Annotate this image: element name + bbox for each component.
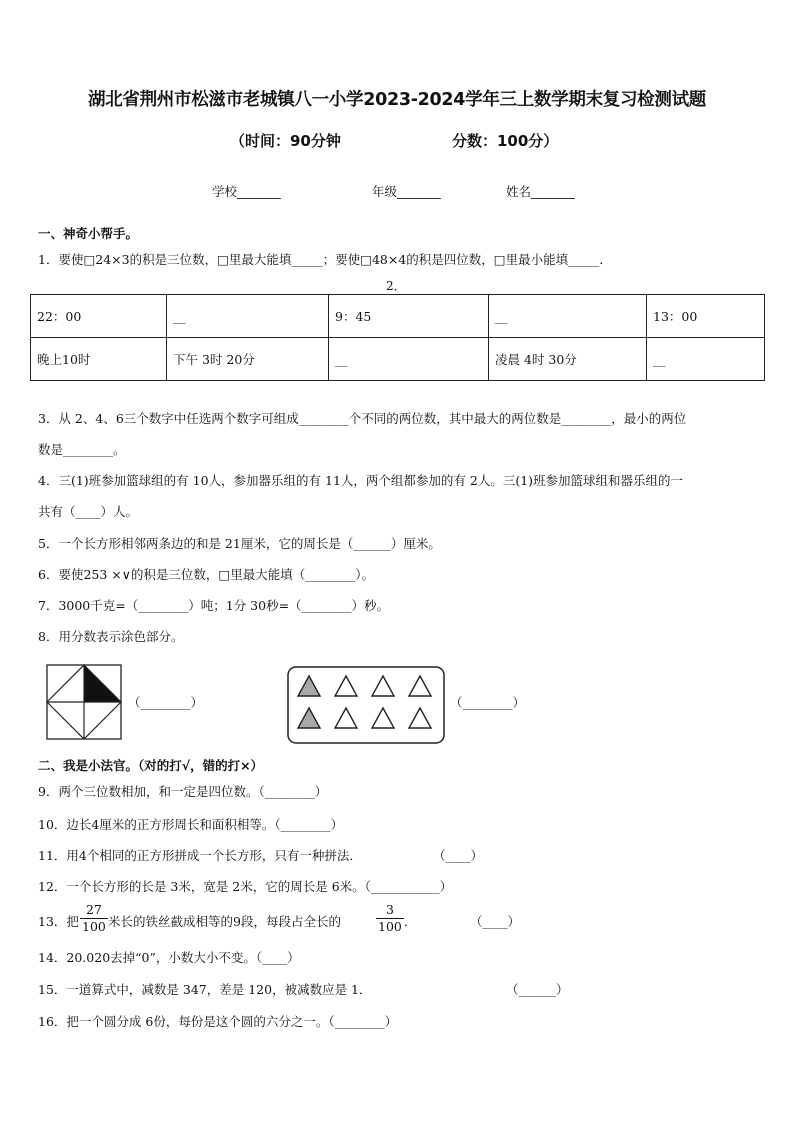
table-cell: 22：00 <box>31 295 167 338</box>
question-13-prefix: 13．把 <box>38 914 79 929</box>
table-cell-blank[interactable]: __ <box>647 338 765 381</box>
grade-field[interactable]: 年级_______ <box>372 184 441 199</box>
question-8-blank-1[interactable]: （________） <box>128 695 204 710</box>
exam-score: 分数：100分） <box>452 132 559 150</box>
question-8: 8．用分数表示涂色部分。 <box>38 629 184 644</box>
name-field[interactable]: 姓名_______ <box>506 184 575 199</box>
fraction-27-100 <box>80 902 108 935</box>
triangle <box>409 676 431 696</box>
question-16: 16．把一个圆分成 6份，每份是这个圆的六分之一。（________） <box>38 1014 398 1029</box>
table-cell: 13：00 <box>647 295 765 338</box>
question-10: 10．边长4厘米的正方形周长和面积相等。（________） <box>38 817 344 832</box>
question-9: 9．两个三位数相加，和一定是四位数。（________） <box>38 784 328 799</box>
shaded-triangle <box>298 676 320 696</box>
question-4-line-1: 4．三(1)班参加篮球组的有 10人，参加器乐组的有 11人，两个组都参加的有 2人。三(1)班参加篮球组和器乐组的一 <box>38 473 684 488</box>
table-cell-blank[interactable]: __ <box>167 295 329 338</box>
question-7: 7．3000千克=（________）吨；1分 30秒=（________）秒。 <box>38 598 390 613</box>
shaded-triangle <box>298 708 320 728</box>
table-row <box>31 338 765 381</box>
question-13-middle: 米长的铁丝截成相等的9段，每段占全长的 <box>108 914 341 929</box>
fraction-denominator: 100 <box>82 919 106 934</box>
table-cell: 凌晨 4时 30分 <box>489 338 647 381</box>
triangle <box>409 708 431 728</box>
triangles-fraction-figure <box>287 666 445 744</box>
question-13-blank[interactable]: （____） <box>470 914 521 929</box>
exam-time: （时间：90分钟 <box>230 132 341 150</box>
time-conversion-table <box>30 294 765 381</box>
table-row <box>31 295 765 338</box>
question-3-line-2: 数是________。 <box>38 442 126 457</box>
table-cell-blank[interactable]: __ <box>489 295 647 338</box>
question-4-line-2: 共有（____）人。 <box>38 504 139 519</box>
question-15-blank[interactable]: （______） <box>506 982 569 997</box>
question-11-blank[interactable]: （____） <box>433 848 484 863</box>
question-6: 6．要使253 ×∨的积是三位数，□里最大能填（________）。 <box>38 567 374 582</box>
question-11: 11．用4个相同的正方形拼成一个长方形，只有一种拼法． <box>38 848 362 863</box>
triangle <box>372 708 394 728</box>
question-8-blank-2[interactable]: （________） <box>450 695 526 710</box>
fraction-denominator: 100 <box>378 919 402 934</box>
fraction-numerator: 27 <box>85 902 102 917</box>
table-cell: 9：45 <box>329 295 489 338</box>
table-cell: 下午 3时 20分 <box>167 338 329 381</box>
section-2-title: 二、我是小法官。（对的打√，错的打×） <box>38 758 264 773</box>
fraction-3-100 <box>376 902 404 935</box>
page-title: 湖北省荆州市松滋市老城镇八一小学2023-2024学年三上数学期末复习检测试题 <box>88 90 706 110</box>
square-fraction-figure <box>46 664 122 740</box>
question-3-line-1: 3．从 2、4、6三个数字中任选两个数字可组成________个不同的两位数，其中最大的两位数是________，最小的两位 <box>38 411 687 426</box>
question-14: 14．20.020去掉“0”，小数大小不变。（____） <box>38 950 300 965</box>
triangle <box>335 708 357 728</box>
table-cell: 晚上10时 <box>31 338 167 381</box>
triangle <box>335 676 357 696</box>
question-2-label: 2． <box>386 279 406 293</box>
section-1-title: 一、神奇小帮手。 <box>38 226 139 241</box>
question-1: 1．要使□24×3的积是三位数，□里最大能填_____；要使□48×4的积是四位数，□里最小能填_____． <box>38 252 612 267</box>
table-cell-blank[interactable]: __ <box>329 338 489 381</box>
question-13-suffix: ． <box>404 914 417 929</box>
fraction-numerator: 3 <box>385 902 394 917</box>
question-5: 5．一个长方形相邻两条边的和是 21厘米，它的周长是（______）厘米。 <box>38 536 441 551</box>
question-15: 15．一道算式中，减数是 347，差是 120，被减数应是 1． <box>38 982 372 997</box>
school-field[interactable]: 学校_______ <box>212 184 281 199</box>
question-12: 12．一个长方形的长是 3米，宽是 2米，它的周长是 6米。（___________） <box>38 879 453 894</box>
triangle <box>372 676 394 696</box>
